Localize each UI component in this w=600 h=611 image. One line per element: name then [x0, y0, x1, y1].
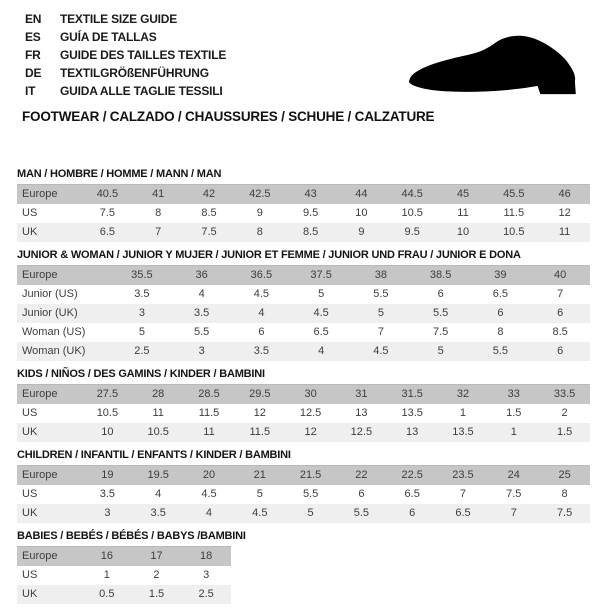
size-tables-container: [17, 168, 590, 611]
language-code: ES: [25, 30, 41, 44]
size-cell: 23.5: [438, 466, 489, 486]
size-cell: 5.5: [471, 342, 531, 361]
size-cell: 36.5: [232, 266, 292, 286]
size-cell: 7.5: [539, 504, 590, 523]
size-cell: 40: [530, 266, 590, 286]
size-cell: 1.5: [488, 404, 539, 423]
size-cell: 45.5: [488, 185, 539, 205]
size-cell: 5: [351, 304, 411, 323]
language-label: GUIDE DES TAILLES TEXTILE: [60, 48, 227, 62]
size-cell: 36: [172, 266, 232, 286]
size-cell: 12.5: [336, 423, 387, 442]
size-cell: 4.5: [291, 304, 351, 323]
size-cell: 39: [471, 266, 531, 286]
size-cell: 8: [133, 204, 184, 223]
size-cell: 12: [285, 423, 336, 442]
size-cell: 6.5: [387, 485, 438, 504]
size-cell: 35.5: [112, 266, 172, 286]
size-cell: 6: [232, 323, 292, 342]
language-header: [25, 10, 226, 100]
size-cell: 19: [82, 466, 133, 486]
size-cell: 5.5: [172, 323, 232, 342]
size-cell: 8: [471, 323, 531, 342]
language-label: GUÍA DE TALLAS: [60, 30, 157, 44]
size-cell: 3.5: [172, 304, 232, 323]
size-cell: 33.5: [539, 385, 590, 405]
size-cell: 7: [488, 504, 539, 523]
table-row: [17, 485, 590, 504]
row-label: US: [17, 485, 82, 504]
size-cell: 11: [184, 423, 235, 442]
size-cell: 10: [82, 423, 133, 442]
size-cell: 38.5: [411, 266, 471, 286]
size-cell: 6: [387, 504, 438, 523]
size-cell: 28: [133, 385, 184, 405]
size-cell: 11: [438, 204, 489, 223]
row-label: Junior (UK): [17, 304, 112, 323]
language-code: FR: [25, 48, 41, 62]
table-row: [17, 423, 590, 442]
size-cell: 10: [336, 204, 387, 223]
table-row: [17, 204, 590, 223]
size-cell: 5.5: [411, 304, 471, 323]
table-row: [17, 585, 231, 604]
table-row: [17, 547, 231, 567]
size-cell: 6: [530, 342, 590, 361]
language-label: TEXTILE SIZE GUIDE: [60, 12, 178, 26]
size-cell: 25: [539, 466, 590, 486]
size-table: [17, 265, 590, 361]
size-cell: 22.5: [387, 466, 438, 486]
size-cell: 10: [438, 223, 489, 242]
row-label: Europe: [17, 547, 82, 567]
size-cell: 2: [539, 404, 590, 423]
table-row: [17, 285, 590, 304]
size-cell: 10.5: [488, 223, 539, 242]
size-cell: 31: [336, 385, 387, 405]
size-cell: 31.5: [387, 385, 438, 405]
language-label: GUIDA ALLE TAGLIE TESSILI: [60, 84, 223, 98]
size-cell: 24: [488, 466, 539, 486]
size-cell: 7.5: [411, 323, 471, 342]
size-cell: 22: [336, 466, 387, 486]
size-cell: 8.5: [184, 204, 235, 223]
size-cell: 5.5: [351, 285, 411, 304]
table-row: [17, 304, 590, 323]
size-cell: 11.5: [184, 404, 235, 423]
size-cell: 4.5: [184, 485, 235, 504]
size-cell: 17: [132, 547, 182, 567]
size-cell: 3.5: [82, 485, 133, 504]
size-cell: 33: [488, 385, 539, 405]
table-row: [17, 342, 590, 361]
table-row: [17, 323, 590, 342]
size-cell: 5: [291, 285, 351, 304]
table-row: [17, 566, 231, 585]
language-code: DE: [25, 66, 42, 80]
size-cell: 6: [336, 485, 387, 504]
size-cell: 44: [336, 185, 387, 205]
size-cell: 5: [411, 342, 471, 361]
size-cell: 1.5: [132, 585, 182, 604]
size-table: [17, 384, 590, 442]
size-cell: 4: [291, 342, 351, 361]
size-table-section: [17, 368, 590, 442]
row-label: UK: [17, 585, 82, 604]
size-cell: 6: [471, 304, 531, 323]
size-cell: 0.5: [82, 585, 132, 604]
row-label: Europe: [17, 266, 112, 286]
table-row: [17, 504, 590, 523]
row-label: US: [17, 204, 82, 223]
size-cell: 42: [184, 185, 235, 205]
size-cell: 44.5: [387, 185, 438, 205]
size-cell: 46: [539, 185, 590, 205]
size-cell: 28.5: [184, 385, 235, 405]
size-cell: 42.5: [234, 185, 285, 205]
size-cell: 13: [336, 404, 387, 423]
table-row: [17, 266, 590, 286]
size-cell: 12.5: [285, 404, 336, 423]
size-cell: 6: [530, 304, 590, 323]
size-cell: 11.5: [234, 423, 285, 442]
size-cell: 5.5: [285, 485, 336, 504]
size-cell: 4: [133, 485, 184, 504]
size-cell: 6.5: [291, 323, 351, 342]
size-table-section: [17, 449, 590, 523]
dress-shoe-icon: [402, 26, 584, 104]
size-cell: 4: [232, 304, 292, 323]
size-cell: 4.5: [351, 342, 411, 361]
size-cell: 45: [438, 185, 489, 205]
size-cell: 13.5: [438, 423, 489, 442]
size-cell: 5.5: [336, 504, 387, 523]
size-cell: 7: [133, 223, 184, 242]
size-cell: 7.5: [488, 485, 539, 504]
size-cell: 20: [184, 466, 235, 486]
language-code: IT: [25, 84, 36, 98]
table-title: MAN / HOMBRE / HOMME / MANN / MAN: [17, 168, 222, 180]
size-cell: 10.5: [133, 423, 184, 442]
size-cell: 18: [181, 547, 231, 567]
size-cell: 7: [530, 285, 590, 304]
size-cell: 3: [172, 342, 232, 361]
size-cell: 16: [82, 547, 132, 567]
size-cell: 13.5: [387, 404, 438, 423]
size-cell: 11: [133, 404, 184, 423]
size-cell: 1: [438, 404, 489, 423]
row-label: Europe: [17, 185, 82, 205]
size-cell: 41: [133, 185, 184, 205]
size-cell: 6: [411, 285, 471, 304]
size-cell: 4.5: [234, 504, 285, 523]
row-label: UK: [17, 504, 82, 523]
size-cell: 2.5: [181, 585, 231, 604]
language-row: [25, 46, 226, 64]
language-row: [25, 28, 226, 46]
row-label: US: [17, 566, 82, 585]
category-title: FOOTWEAR / CALZADO / CHAUSSURES / SCHUHE / CALZATURE: [22, 109, 435, 124]
size-cell: 1.5: [539, 423, 590, 442]
size-cell: 7.5: [184, 223, 235, 242]
row-label: UK: [17, 223, 82, 242]
size-cell: 19.5: [133, 466, 184, 486]
table-title: JUNIOR & WOMAN / JUNIOR Y MUJER / JUNIOR ET FEMME / JUNIOR UND FRAU / JUNIOR E DONA: [17, 249, 521, 261]
size-table: [17, 465, 590, 523]
size-cell: 3.5: [232, 342, 292, 361]
size-cell: 12: [234, 404, 285, 423]
size-cell: 3: [112, 304, 172, 323]
size-cell: 7: [351, 323, 411, 342]
size-cell: 10.5: [387, 204, 438, 223]
size-cell: 7: [438, 485, 489, 504]
size-cell: 5: [112, 323, 172, 342]
size-cell: 9: [234, 204, 285, 223]
size-cell: 6.5: [471, 285, 531, 304]
size-cell: 40.5: [82, 185, 133, 205]
size-cell: 29.5: [234, 385, 285, 405]
size-cell: 7.5: [82, 204, 133, 223]
size-cell: 1: [488, 423, 539, 442]
language-row: [25, 64, 226, 82]
size-cell: 2.5: [112, 342, 172, 361]
table-title: BABIES / BEBÉS / BÉBÉS / BABYS /BAMBINI: [17, 530, 246, 542]
size-cell: 4: [184, 504, 235, 523]
size-cell: 3: [181, 566, 231, 585]
row-label: Europe: [17, 385, 82, 405]
language-row: [25, 82, 226, 100]
size-cell: 38: [351, 266, 411, 286]
size-cell: 3.5: [133, 504, 184, 523]
size-cell: 6.5: [82, 223, 133, 242]
size-cell: 10.5: [82, 404, 133, 423]
table-row: [17, 385, 590, 405]
size-table: [17, 184, 590, 242]
size-cell: 4: [172, 285, 232, 304]
size-cell: 5: [234, 485, 285, 504]
row-label: Europe: [17, 466, 82, 486]
size-cell: 3.5: [112, 285, 172, 304]
size-cell: 12: [539, 204, 590, 223]
size-cell: 30: [285, 385, 336, 405]
size-cell: 11.5: [488, 204, 539, 223]
language-code: EN: [25, 12, 42, 26]
table-row: [17, 185, 590, 205]
row-label: Woman (US): [17, 323, 112, 342]
size-cell: 3: [82, 504, 133, 523]
size-table-section: [17, 530, 590, 604]
size-cell: 6.5: [438, 504, 489, 523]
table-title: CHILDREN / INFANTIL / ENFANTS / KINDER / BAMBINI: [17, 449, 291, 461]
size-cell: 8.5: [530, 323, 590, 342]
row-label: Junior (US): [17, 285, 112, 304]
size-cell: 8.5: [285, 223, 336, 242]
size-cell: 9.5: [285, 204, 336, 223]
size-cell: 32: [438, 385, 489, 405]
size-cell: 13: [387, 423, 438, 442]
size-cell: 2: [132, 566, 182, 585]
size-cell: 21: [234, 466, 285, 486]
size-cell: 37.5: [291, 266, 351, 286]
table-row: [17, 466, 590, 486]
size-cell: 11: [539, 223, 590, 242]
row-label: UK: [17, 423, 82, 442]
row-label: US: [17, 404, 82, 423]
size-table-section: [17, 249, 590, 361]
size-table-section: [17, 168, 590, 242]
table-row: [17, 404, 590, 423]
table-row: [17, 223, 590, 242]
table-title: KIDS / NIÑOS / DES GAMINS / KINDER / BAMBINI: [17, 368, 265, 380]
size-cell: 9: [336, 223, 387, 242]
size-cell: 43: [285, 185, 336, 205]
language-label: TEXTILGRÖßENFÜHRUNG: [60, 66, 209, 80]
size-table: [17, 546, 231, 604]
language-row: [25, 10, 226, 28]
size-cell: 8: [234, 223, 285, 242]
size-cell: 4.5: [232, 285, 292, 304]
row-label: Woman (UK): [17, 342, 112, 361]
size-cell: 27.5: [82, 385, 133, 405]
size-cell: 21.5: [285, 466, 336, 486]
size-cell: 1: [82, 566, 132, 585]
size-cell: 8: [539, 485, 590, 504]
size-cell: 9.5: [387, 223, 438, 242]
size-cell: 5: [285, 504, 336, 523]
